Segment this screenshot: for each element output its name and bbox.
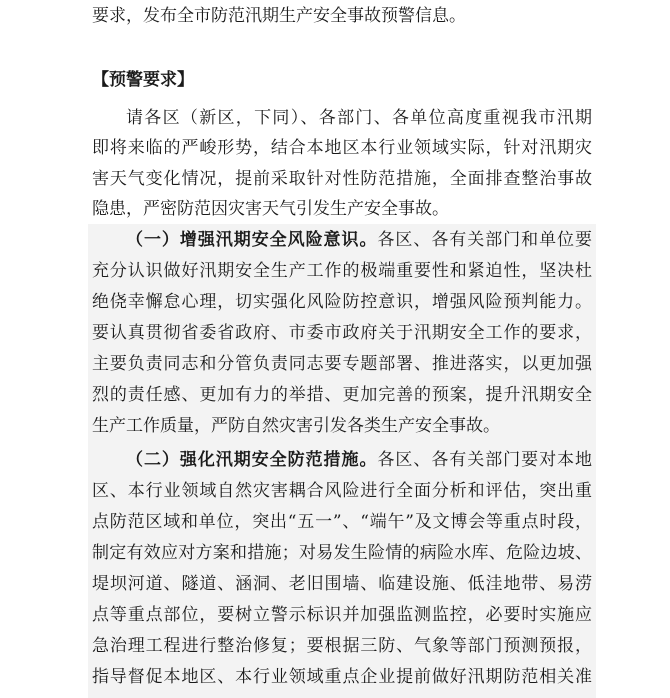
para3-lead: （二）强化汛期安全防范措施。 bbox=[126, 450, 378, 470]
para2-first-line bbox=[126, 224, 592, 256]
intro-line: 要求，发布全市防范汛期生产安全事故预警信息。 bbox=[92, 6, 466, 26]
para3-line: 点防范区域和单位，突出“五一”、“端午”及文博会等重点时段， bbox=[92, 512, 592, 532]
para2-line: 充分认识做好汛期安全生产工作的极端重要性和紧迫性，坚决杜 bbox=[92, 261, 592, 281]
para1-line: 请各区（新区，下同）、各部门、各单位高度重视我市汛期 bbox=[126, 108, 592, 128]
para3-line: 区、本行业领域自然灾害耦合风险进行全面分析和评估，突出重 bbox=[92, 481, 592, 501]
para3-line: 指导督促本地区、本行业领域重点企业提前做好汛期防范相关准 bbox=[92, 667, 592, 687]
para3-line: 制定有效应对方案和措施；对易发生险情的病险水库、危险边坡、 bbox=[92, 543, 592, 563]
para2-line: 要认真贯彻省委省政府、市委市政府关于汛期安全工作的要求， bbox=[92, 323, 592, 343]
para2-line: 主要负责同志和分管负责同志要专题部署、推进落实，以更加强 bbox=[92, 354, 592, 374]
para3-line: 点等重点部位，要树立警示标识并加强监测监控，必要时实施应 bbox=[92, 605, 592, 625]
para2-line: 绝侥幸懈怠心理，切实强化风险防控意识，增强风险预判能力。 bbox=[92, 292, 592, 312]
para3-line: 各区、各有关部门要对本地 bbox=[377, 450, 592, 470]
para2-line: 各区、各有关部门和单位要 bbox=[377, 230, 592, 250]
para3-line: 急治理工程进行整治修复；要根据三防、气象等部门预测预报， bbox=[92, 636, 592, 656]
para1-line: 隐患，严密防范因灾害天气引发生产安全事故。 bbox=[92, 199, 449, 219]
para3-first-line bbox=[126, 444, 592, 476]
para2-line: 生产工作质量，严防自然灾害引发各类生产安全事故。 bbox=[92, 416, 500, 436]
section-heading: 【预警要求】 bbox=[92, 70, 194, 90]
para1-line: 即将来临的严峻形势，结合本地区本行业领域实际，针对汛期灾 bbox=[92, 138, 592, 158]
para3-line: 堤坝河道、隧道、涵洞、老旧围墙、临建设施、低洼地带、易涝 bbox=[92, 574, 592, 594]
para2-line: 烈的责任感、更加有力的举措、更加完善的预案，提升汛期安全 bbox=[92, 385, 592, 405]
para1-line: 害天气变化情况，提前采取针对性防范措施，全面排查整治事故 bbox=[92, 169, 592, 189]
para2-lead: （一）增强汛期安全风险意识。 bbox=[126, 230, 378, 250]
